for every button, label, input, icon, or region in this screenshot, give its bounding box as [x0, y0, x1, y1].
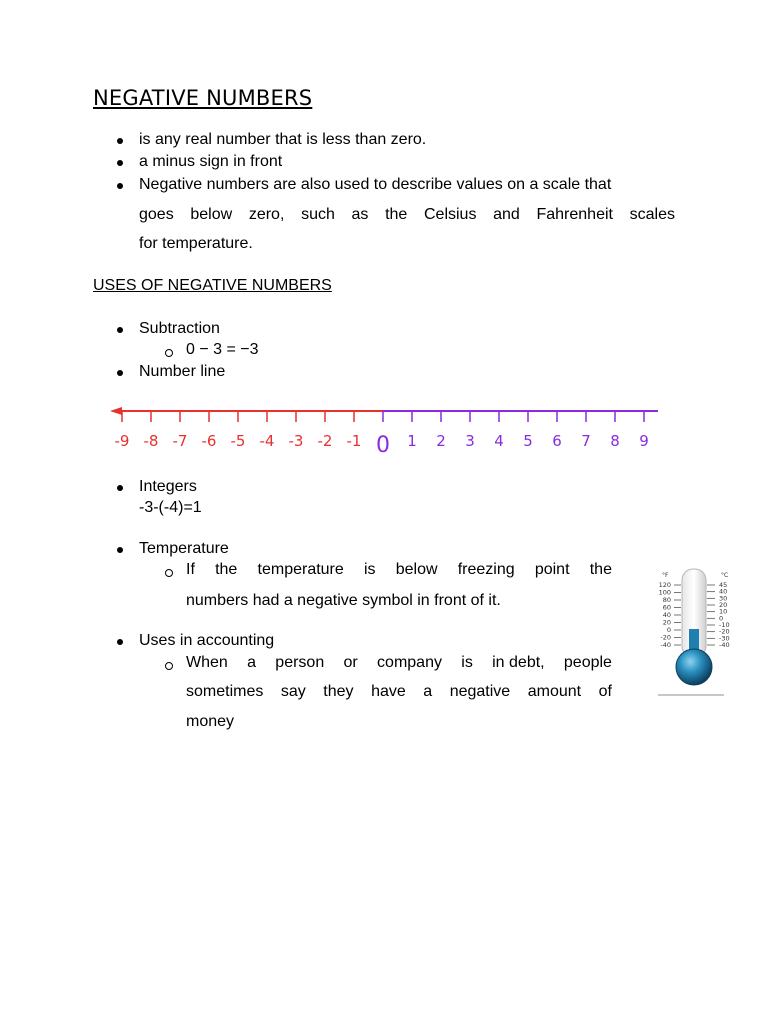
definition-word: Fahrenheit	[536, 206, 613, 223]
number-line-label-negative: -5	[230, 432, 246, 450]
temperature-word: is	[363, 561, 376, 578]
temperature-text-line1	[186, 561, 612, 579]
definition-bullet-3-cont-1	[139, 206, 675, 224]
page-title: NEGATIVE NUMBERS	[93, 86, 313, 110]
accounting-label: Uses in accounting	[139, 632, 275, 649]
number-line-label: Number line	[139, 363, 226, 380]
thermometer-image	[624, 563, 758, 701]
definition-word: Celsius	[423, 206, 477, 223]
fahrenheit-label: 40	[662, 611, 671, 619]
accounting-word: is	[461, 654, 473, 671]
definition-word: goes	[139, 206, 174, 223]
number-line-label-positive: 3	[465, 432, 475, 450]
celsius-label: -20	[719, 627, 730, 636]
accounting-word: they	[323, 683, 354, 700]
temperature-word: If	[186, 561, 195, 578]
number-line-label-positive: 6	[552, 432, 562, 450]
definition-word: scales	[629, 206, 675, 223]
fahrenheit-label: -20	[660, 633, 671, 642]
accounting-word: of	[598, 683, 612, 700]
definition-bullet-3: Negative numbers are also used to describe values on a scale that	[139, 176, 612, 193]
number-line-label-negative: -6	[201, 432, 217, 450]
temperature-word: freezing	[457, 561, 515, 578]
accounting-text-line1	[186, 654, 612, 672]
temperature-word: the	[215, 561, 238, 578]
number-line-label-zero: 0	[376, 433, 390, 458]
temperature-word: point	[534, 561, 570, 578]
accounting-word: people	[563, 654, 612, 671]
subtraction-label: Subtraction	[139, 320, 220, 337]
uses-heading: USES OF NEGATIVE NUMBERS	[93, 277, 332, 294]
thermometer-bulb	[676, 649, 712, 685]
accounting-word: When	[186, 654, 228, 671]
number-line-label-negative: -4	[259, 432, 275, 450]
temperature-word: temperature	[257, 561, 344, 578]
fahrenheit-label: 20	[662, 618, 671, 627]
accounting-word: amount	[527, 683, 582, 700]
accounting-word: negative	[449, 683, 511, 700]
accounting-word: have	[371, 683, 406, 700]
definition-word: and	[493, 206, 520, 223]
number-line	[108, 396, 658, 462]
left-arrow-icon	[110, 407, 122, 415]
fahrenheit-label: 80	[662, 596, 671, 604]
integers-example: -3-(-4)=1	[139, 499, 202, 516]
definition-word: below	[190, 206, 233, 223]
accounting-word: company	[377, 654, 442, 671]
celsius-label: -10	[719, 621, 730, 629]
celsius-label: 10	[719, 607, 728, 616]
number-line-label-positive: 7	[581, 432, 591, 450]
celsius-label: 40	[719, 587, 728, 596]
number-line-label-positive: 4	[494, 432, 504, 450]
definition-bullet-1: is any real number that is less than zero.	[139, 131, 427, 148]
celsius-label: 30	[719, 594, 728, 603]
temperature-word: the	[589, 561, 612, 578]
number-line-label-positive: 9	[639, 432, 649, 450]
temperature-word: below	[395, 561, 438, 578]
number-line-label-negative: -1	[346, 432, 362, 450]
celsius-unit: °C	[721, 572, 729, 579]
accounting-word: a	[247, 654, 256, 671]
number-line-label-positive: 5	[523, 432, 533, 450]
celsius-label: -30	[719, 634, 730, 643]
number-line-label-negative: -8	[143, 432, 159, 450]
celsius-label: 20	[719, 601, 728, 609]
number-line-label-negative: -7	[172, 432, 188, 450]
number-line-label-positive: 8	[610, 432, 620, 450]
accounting-word: or	[343, 654, 358, 671]
number-line-label-positive: 1	[407, 432, 417, 450]
accounting-text-line2	[186, 683, 612, 701]
celsius-label: -40	[719, 641, 730, 649]
number-line-label-positive: 2	[436, 432, 446, 450]
number-line-label-negative: -2	[317, 432, 333, 450]
accounting-word: sometimes	[186, 683, 264, 700]
temperature-text-line2: numbers had a negative symbol in front of it.	[186, 592, 501, 609]
fahrenheit-label: 100	[658, 588, 671, 597]
accounting-word: a	[423, 683, 433, 700]
fahrenheit-label: -40	[660, 641, 671, 649]
temperature-label: Temperature	[139, 540, 229, 557]
definition-bullet-3-cont-2: for temperature.	[139, 235, 253, 252]
fahrenheit-label: 0	[666, 626, 671, 634]
definition-bullet-2: a minus sign in front	[139, 153, 283, 170]
definition-word: as	[351, 206, 369, 223]
accounting-word: say	[280, 683, 306, 700]
accounting-text-line3: money	[186, 713, 235, 730]
definition-word: zero,	[248, 206, 285, 223]
subtraction-example: 0 − 3 = −3	[186, 341, 259, 358]
fahrenheit-unit: °F	[662, 572, 669, 579]
definition-word: the	[385, 206, 408, 223]
definition-word: such	[301, 206, 335, 223]
number-line-label-negative: -3	[288, 432, 304, 450]
integers-label: Integers	[139, 478, 197, 495]
accounting-word: person	[275, 654, 325, 671]
celsius-label: 0	[719, 614, 724, 623]
celsius-label: 45	[719, 581, 728, 589]
number-line-label-negative: -9	[114, 432, 130, 450]
fahrenheit-label: 60	[662, 603, 671, 612]
accounting-word: in debt,	[492, 654, 545, 671]
fahrenheit-label: 120	[658, 581, 671, 589]
